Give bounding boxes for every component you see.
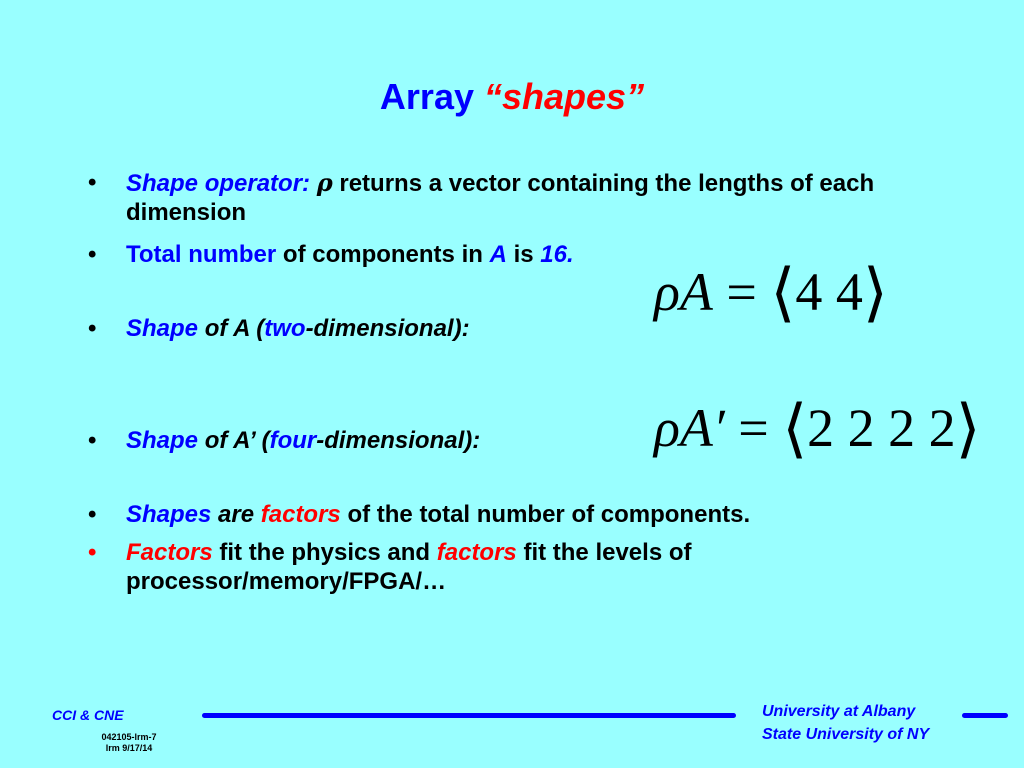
factors-term: Factors xyxy=(126,539,213,566)
footer-code-line: 042105-lrm-7 xyxy=(101,732,157,742)
footer-org: CCI & CNE xyxy=(52,707,124,723)
eq-var: A xyxy=(679,262,713,322)
footer-code xyxy=(92,732,166,754)
footer-university-line1: University at Albany xyxy=(762,703,916,720)
shape-operator-desc: returns a vector containing the lengths of each dimension xyxy=(126,170,875,226)
bullet-text: of A’ ( xyxy=(198,427,270,454)
shape-term: Shape xyxy=(126,427,199,454)
bullet-dot: • xyxy=(88,241,97,268)
factors-term: factors xyxy=(436,539,517,566)
bullet-factors-fit xyxy=(88,538,968,596)
footer-university xyxy=(762,700,929,746)
slide-title xyxy=(0,76,1024,118)
bullet-text: of A ( xyxy=(198,315,265,342)
bullet-dot: • xyxy=(88,427,97,454)
rho-symbol: ρ xyxy=(654,398,680,458)
bullet-dot: • xyxy=(88,501,97,528)
total-value: 16. xyxy=(540,241,574,268)
shape-operator-term: Shape operator xyxy=(126,170,303,197)
total-number-term: Total number xyxy=(126,241,277,268)
eq-values: 2 2 2 2 xyxy=(807,398,956,458)
factors-term: factors xyxy=(260,501,341,528)
bullet-text: is xyxy=(506,241,541,268)
bullet-shapes-factors xyxy=(88,500,968,529)
equation-shape-a-prime xyxy=(654,392,981,466)
array-a: A xyxy=(489,241,507,268)
right-angle: ⟩ xyxy=(955,392,981,466)
four-term: four xyxy=(269,427,317,454)
bullet-dot: • xyxy=(88,539,97,566)
eq-sign: = xyxy=(724,398,783,458)
eq-var: A′ xyxy=(679,398,725,458)
colon: : xyxy=(302,170,311,197)
bullet-dot: • xyxy=(88,315,97,342)
bullet-text: fit the levels of processor/memory/FPGA/… xyxy=(126,539,692,595)
bullet-shape-operator xyxy=(88,168,968,227)
shapes-term: Shapes xyxy=(126,501,212,528)
bullet-text: of components in xyxy=(276,241,490,268)
title-quoted: “shapes” xyxy=(484,76,645,117)
bullet-text: are xyxy=(211,501,261,528)
shape-term: Shape xyxy=(126,315,199,342)
bullet-text: of the total number of components. xyxy=(340,501,751,528)
left-angle: ⟨ xyxy=(770,256,796,330)
bullet-text: fit the physics and xyxy=(212,539,437,566)
eq-sign: = xyxy=(712,262,771,322)
eq-values: 4 4 xyxy=(795,262,863,322)
footer-date-line: lrm 9/17/14 xyxy=(105,743,153,753)
equation-shape-a xyxy=(654,256,888,330)
bullet-text: -dimensional): xyxy=(316,427,481,454)
bullet-text: -dimensional): xyxy=(305,315,470,342)
footer-divider-bar-short xyxy=(962,713,1008,718)
rho-symbol: ρ xyxy=(316,168,333,197)
footer-divider-bar xyxy=(202,713,736,718)
left-angle: ⟨ xyxy=(782,392,808,466)
rho-symbol: ρ xyxy=(654,262,680,322)
bullet-dot: • xyxy=(88,169,97,196)
right-angle: ⟩ xyxy=(862,256,888,330)
title-main: Array xyxy=(379,76,474,117)
footer-university-line2: State University of NY xyxy=(762,726,930,743)
two-term: two xyxy=(264,315,306,342)
